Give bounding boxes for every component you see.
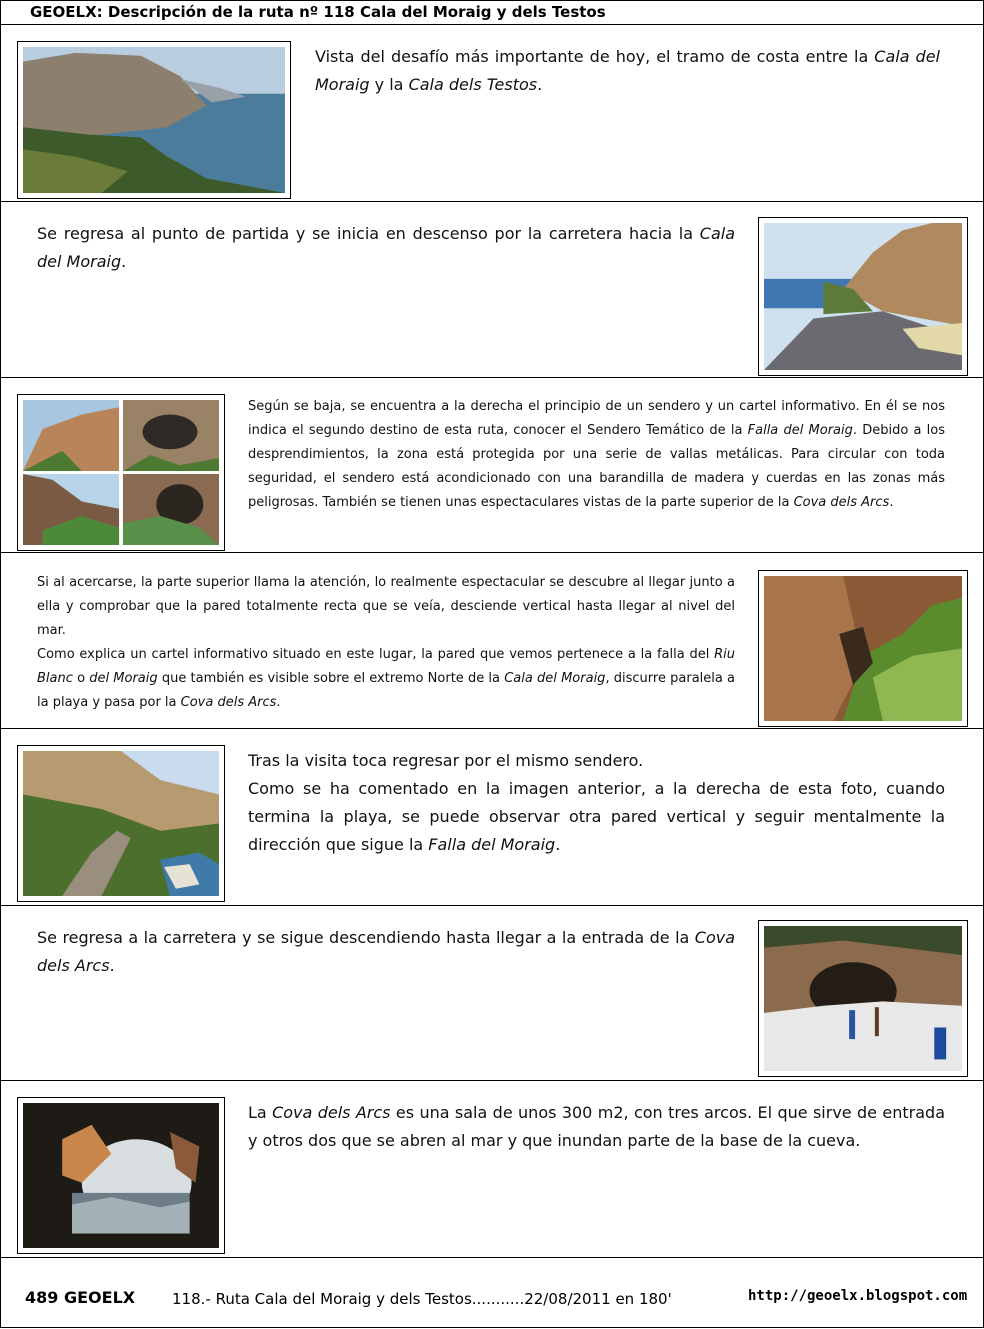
page-footer <box>0 1257 984 1329</box>
footer-route-info: 118.- Ruta Cala del Moraig y dels Testos...........22/08/2011 en 180' <box>172 1290 672 1308</box>
cave-arches-photo <box>17 1097 225 1254</box>
section-5-text <box>248 747 945 859</box>
route-section-3 <box>0 378 984 553</box>
route-section-6 <box>0 906 984 1081</box>
section-1-text: Vista del desafío más importante de hoy, el tramo de costa entre la Cala del Moraig y la Cala dels Testos. <box>315 47 940 94</box>
section-5-paragraph-1: Tras la visita toca regresar por el mismo sendero. <box>248 751 644 770</box>
coast-cliffs-photo <box>17 41 291 199</box>
route-section-2 <box>0 202 984 378</box>
footer-page-number: 489 GEOELX <box>25 1288 136 1307</box>
section-2-text: Se regresa al punto de partida y se inicia en descenso por la carretera hacia la Cala del Moraig. <box>37 224 735 271</box>
section-3-text: Según se baja, se encuentra a la derecha el principio de un sendero y un cartel informativo. En él se nos indica el segundo destino de esta ruta, conocer el Sendero Temático de la Falla del Moraig. Debido a los desprendimientos, la zona está protegida por una serie de vallas metálicas. Para circular con toda seguridad, el sendero está acondicionado con una barandilla de madera y cuerdas en las zonas más peligrosas. También se tienen unas espectaculares vistas de la parte superior de la Cova dels Arcs. <box>248 399 945 510</box>
route-section-7 <box>0 1081 984 1257</box>
page-title: GEOELX: Descripción de la ruta nº 118 Cala del Moraig y dels Testos <box>30 3 606 21</box>
route-section-1 <box>0 25 984 202</box>
section-4-text <box>37 571 735 715</box>
trail-return-photo <box>17 745 225 902</box>
cave-entrance-photo <box>758 920 968 1077</box>
footer-blog-url[interactable]: http://geoelx.blogspot.com <box>748 1288 968 1304</box>
section-6-text: Se regresa a la carretera y se sigue descendiendo hasta llegar a la entrada de la Cova dels Arcs. <box>37 928 735 975</box>
route-section-5 <box>0 729 984 906</box>
page-header <box>0 0 984 25</box>
section-4-paragraph-1: Si al acercarse, la parte superior llama la atención, lo realmente espectacular se descubre al llegar junto a ella y comprobar que la pared totalmente recta que se veía, desciende vertical hasta llegar al nivel del mar. <box>37 575 735 638</box>
trail-collage-photo <box>17 394 225 551</box>
vertical-wall-photo <box>758 570 968 727</box>
route-section-4 <box>0 553 984 729</box>
section-4-paragraph-2: Como explica un cartel informativo situado en este lugar, la pared que vemos pertenece a la falla del Riu Blanc o del Moraig que también es visible sobre el extremo Norte de la Cala del Moraig, discurre paralela a la playa y pasa por la Cova dels Arcs. <box>37 647 736 710</box>
section-7-text: La Cova dels Arcs es una sala de unos 300 m2, con tres arcos. El que sirve de entrada y otros dos que se abren al mar y que inundan parte de la base de la cueva. <box>248 1103 945 1150</box>
section-5-paragraph-2: Como se ha comentado en la imagen anterior, a la derecha de esta foto, cuando termina la playa, se puede observar otra pared vertical y seguir mentalmente la dirección que sigue la Falla del Moraig. <box>248 779 945 854</box>
road-descent-photo <box>758 217 968 376</box>
